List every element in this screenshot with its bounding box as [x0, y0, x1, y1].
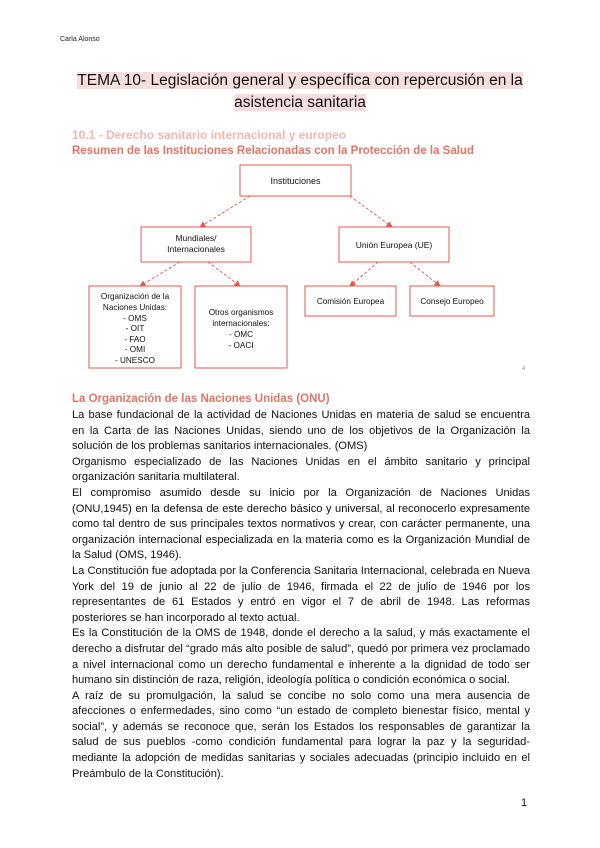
paragraph: La base fundacional de la actividad de Naciones Unidas en materia de salud se encuentra en la Carta de las Naciones Unidas, siendo uno de los objetivos de la Organización la solución de los problemas sanitarios internacionales. (OMS) — [72, 409, 530, 453]
comision-label: Comisión Europea — [316, 297, 385, 306]
otros-box-line-3: - OMC — [228, 330, 254, 339]
paragraph: A raíz de su promulgación, la salud se concibe no solo como una mera ausencia de afecciones o enfermedades, sino como “un estado de completo bienestar físico, mental y social”, y además se reconoce que, serán los Estados los responsables de garantizar la salud de sus pueblos -como condición fundamental para lograr la paz y la seguridad- mediante la adopción de medidas sanitarias y sociales adecuadas (principio incluido en el Preámbulo de la Constitución). — [72, 689, 530, 780]
consejo-label: Consejo Europeo — [420, 297, 484, 306]
ue-label: Unión Europea (UE) — [355, 240, 433, 250]
paragraph: El compromiso asumido desde su inicio por la Organización de Naciones Unidas (ONU,1945) en la defensa de este derecho básico y universal, al reconocerlo expresamente como tal dentro de sus principales textos normativos y crear, con carácter permanente, una organización internacional especializada en la materia como es la Organización Mundial de la Salud (OMS, 1946). — [72, 486, 530, 562]
onu-box-line-7: - UNESCO — [114, 356, 156, 365]
paragraph: La Constitución fue adoptada por la Conferencia Sanitaria Internacional, celebrada en Nueva York del 19 de junio al 22 de julio de 1946, firmada el 22 de julio de 1946 por los representantes de 61 Estados y entró en vigor el 7 de abril de 1948. Las reformas posteriores se han incorporado al texto actual. — [72, 564, 530, 624]
otros-box-line-1: Otros organismos — [208, 308, 274, 317]
author-name: Carla Alonso — [60, 36, 100, 43]
onu-box-line-1: Organización de la — [100, 292, 170, 301]
root-label: Instituciones — [270, 176, 321, 186]
onu-heading: La Organización de las Naciones Unidas (ONU) — [72, 393, 330, 405]
mundiales-label-2: Internacionales — [167, 244, 225, 254]
figure-number: 4 — [522, 366, 526, 372]
mundiales-label-1: Mundiales/ — [175, 233, 217, 243]
title-line-2: asistencia sanitaria — [234, 94, 366, 111]
page-number: 1 — [521, 797, 528, 809]
onu-box-line-5: - FAO — [124, 335, 146, 344]
onu-box-line-2: Naciones Unidas: — [102, 303, 168, 312]
onu-box-line-3: - OMS — [123, 314, 147, 323]
onu-box-line-4: - OIT — [125, 324, 145, 333]
otros-box-line-4: - OACI — [228, 341, 254, 350]
paragraph: Es la Constitución de la OMS de 1948, donde el derecho a la salud, y más exactamente el derecho a disfrutar del “grado más alto posible de salud”, quedó por primera vez proclamado a nivel internacional como un derecho fundamental e inherente a la dignidad de todo ser humano sin distinción de raza, religión, ideología política o condición económica o social. — [72, 627, 530, 687]
paragraph: Organismo especializado de las Naciones Unidas en el ámbito sanitario y principal organización sanitaria multilateral. — [72, 455, 530, 484]
section-heading: 10.1 - Derecho sanitario internacional y europeo — [72, 128, 347, 142]
onu-body — [72, 408, 530, 782]
section-subheading: Resumen de las Instituciones Relacionadas con la Protección de la Salud — [72, 145, 474, 157]
onu-box-line-6: - OMI — [124, 345, 146, 354]
institutions-diagram — [0, 0, 600, 390]
title-line-1: TEMA 10- Legislación general y específica con repercusión en la — [77, 72, 523, 89]
otros-box-line-2: internacionales: — [212, 319, 270, 328]
